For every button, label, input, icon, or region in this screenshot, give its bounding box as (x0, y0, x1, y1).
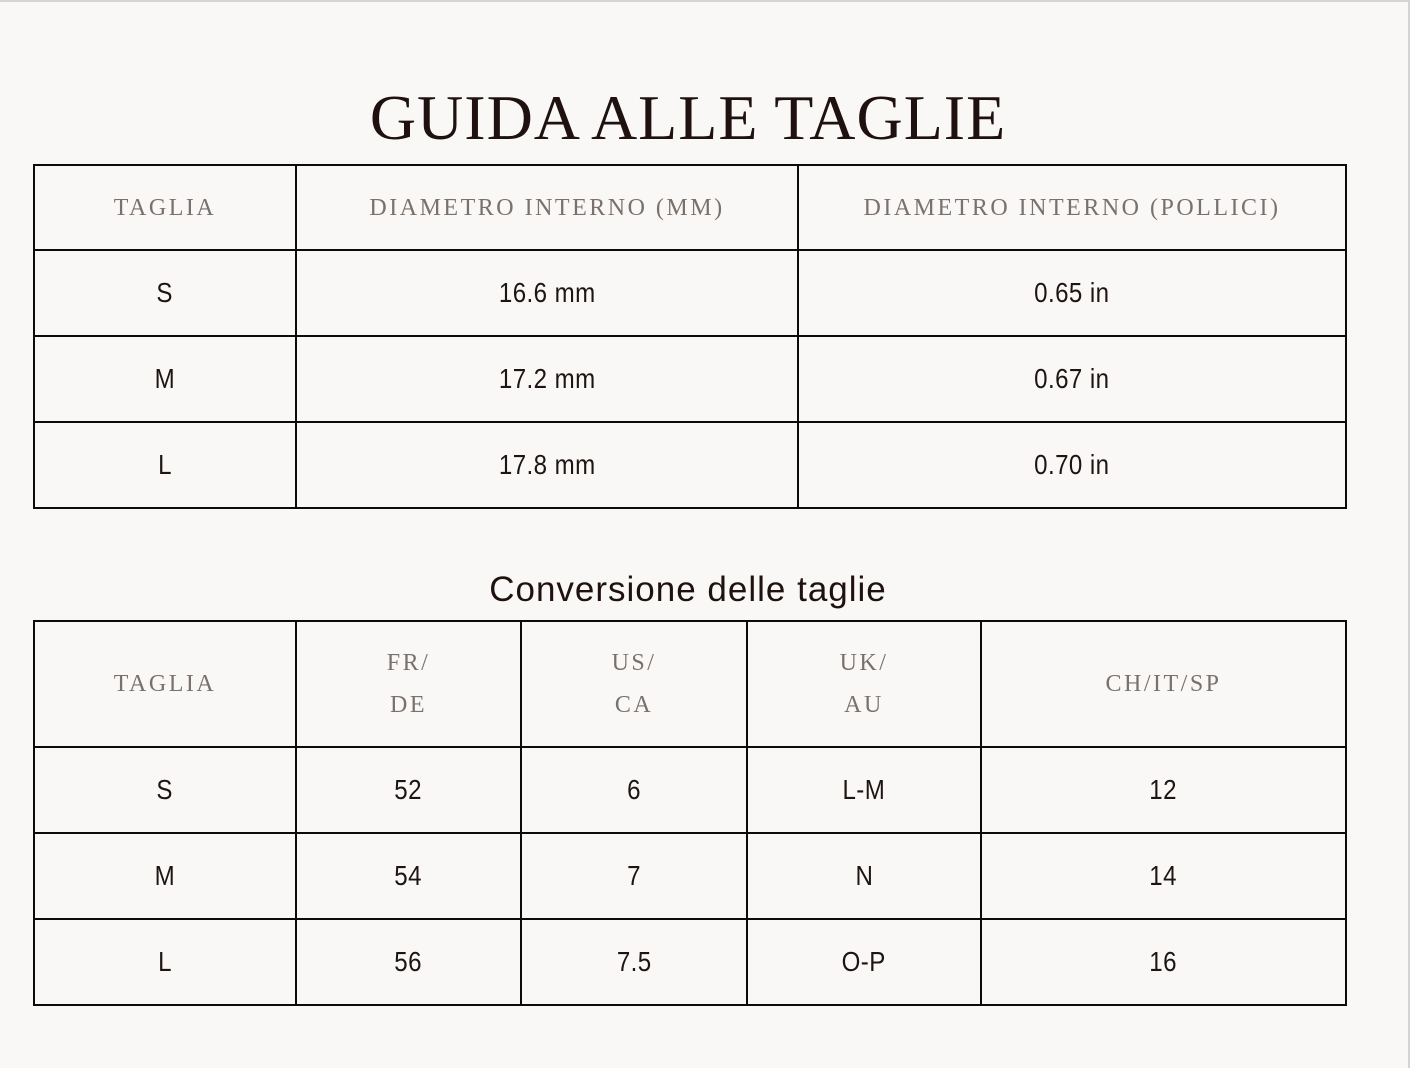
header-ch-it-sp: CH/IT/SP (981, 621, 1346, 747)
cell-inches: 0.70 in (798, 422, 1346, 508)
cell-mm: 17.2 mm (296, 336, 798, 422)
table-row (34, 833, 1346, 919)
cell-size: L (34, 919, 296, 1005)
table-row (34, 422, 1346, 508)
cell-ch-it-sp: 14 (981, 833, 1346, 919)
cell-mm: 17.8 mm (296, 422, 798, 508)
cell-ch-it-sp: 16 (981, 919, 1346, 1005)
header-diameter-mm: DIAMETRO INTERNO (MM) (296, 165, 798, 250)
cell-size: L (34, 422, 296, 508)
size-table-header-row (34, 165, 1346, 250)
cell-fr-de: 52 (296, 747, 521, 833)
page-title: GUIDA ALLE TAGLIE (369, 82, 1007, 153)
table-row (34, 250, 1346, 336)
cell-size: M (34, 833, 296, 919)
header-size: TAGLIA (34, 165, 296, 250)
conversion-title: Conversione delle taglie (489, 570, 887, 609)
header-fr-de: FR/ DE (296, 621, 521, 747)
conversion-header-row (34, 621, 1346, 747)
cell-inches: 0.65 in (798, 250, 1346, 336)
cell-fr-de: 54 (296, 833, 521, 919)
cell-uk-au: L-M (747, 747, 981, 833)
header-size: TAGLIA (34, 621, 296, 747)
size-table (33, 164, 1347, 509)
cell-us-ca: 7.5 (521, 919, 747, 1005)
table-row (34, 747, 1346, 833)
cell-uk-au: N (747, 833, 981, 919)
table-row (34, 919, 1346, 1005)
conversion-table (33, 620, 1347, 1006)
cell-size: S (34, 747, 296, 833)
cell-fr-de: 56 (296, 919, 521, 1005)
cell-us-ca: 6 (521, 747, 747, 833)
table-row (34, 336, 1346, 422)
cell-inches: 0.67 in (798, 336, 1346, 422)
top-border (0, 0, 1410, 2)
cell-mm: 16.6 mm (296, 250, 798, 336)
cell-uk-au: O-P (747, 919, 981, 1005)
cell-us-ca: 7 (521, 833, 747, 919)
cell-size: S (34, 250, 296, 336)
header-us-ca: US/ CA (521, 621, 747, 747)
header-uk-au: UK/ AU (747, 621, 981, 747)
cell-size: M (34, 336, 296, 422)
cell-ch-it-sp: 12 (981, 747, 1346, 833)
header-diameter-inches: DIAMETRO INTERNO (POLLICI) (798, 165, 1346, 250)
